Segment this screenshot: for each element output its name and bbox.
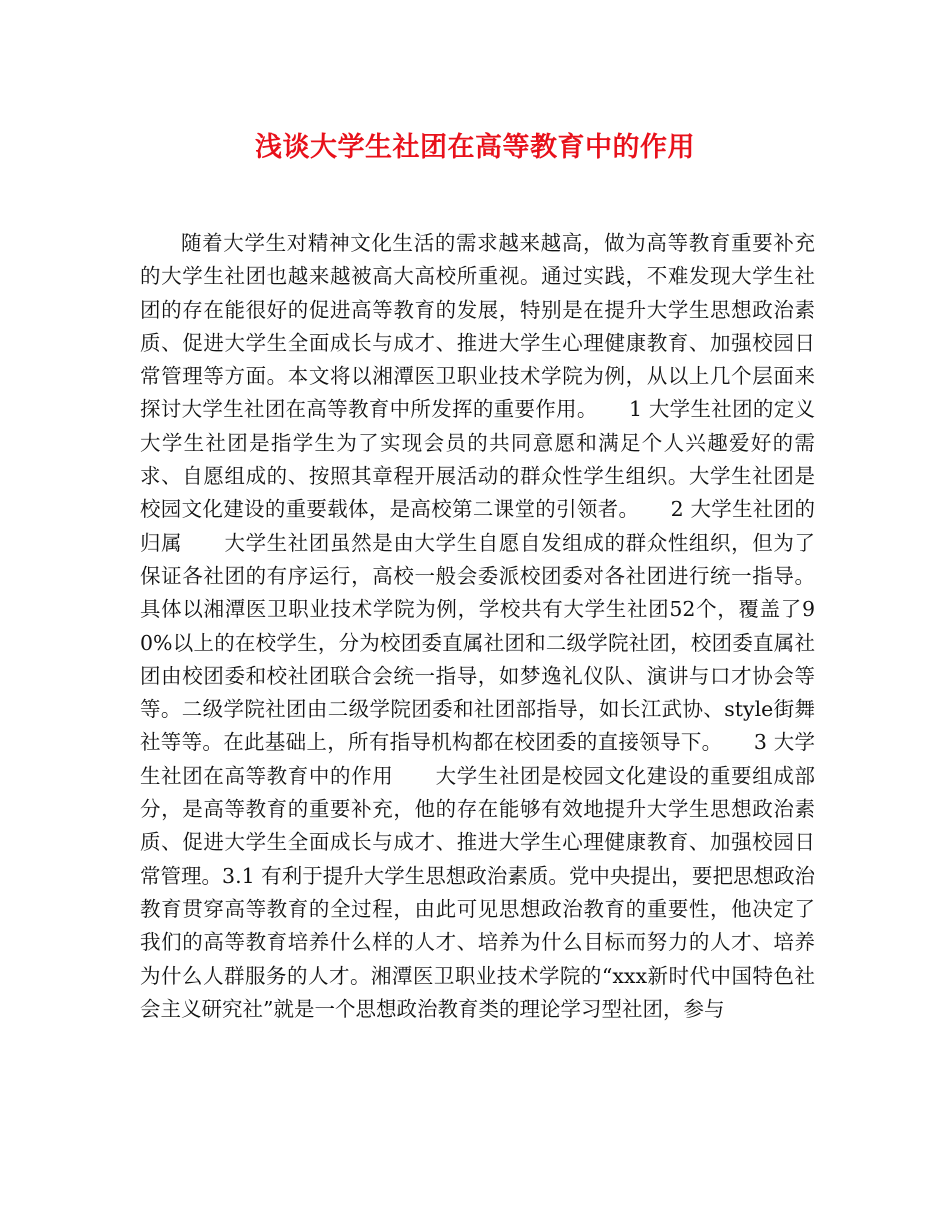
document-body-paragraph: 随着大学生对精神文化生活的需求越来越高，做为高等教育重要补充的大学生社团也越来越被高大高校所重视。通过实践，不难发现大学生社团的存在能很好的促进高等教育的发展，特别是在提升大学生思想政治素质、促进大学生全面成长与成才、推进大学生心理健康教育、加强校园日常管理等方面。本文将以湘潭医卫职业技术学院为例，从以上几个层面来探讨大学生社团在高等教育中所发挥的重要作用。 1 大学生社团的定义 大学生社团是指学生为了实现会员的共同意愿和满足个人兴趣爱好的需求、自愿组成的、按照其章程开展活动的群众性学生组织。大学生社团是校园文化建设的重要载体，是高校第二课堂的引领者。 2 大学生社团的归属 大学生社团虽然是由大学生自愿自发组成的群众性组织，但为了保证各社团的有序运行，高校一般会委派校团委对各社团进行统一指导。具体以湘潭医卫职业技术学院为例，学校共有大学生社团52个，覆盖了90%以上的在校学生，分为校团委直属社团和二级学院社团，校团委直属社团由校团委和校社团联合会统一指导，如梦逸礼仪队、演讲与口才协会等等。二级学院社团由二级学院团委和社团部指导，如长江武协、style街舞社等等。在此基础上，所有指导机构都在校团委的直接领导下。 3 大学生社团在高等教育中的作用 大学生社团是校园文化建设的重要组成部分，是高等教育的重要补充，他的存在能够有效地提升大学生思想政治素质、促进大学生全面成长与成才、推进大学生心理健康教育、加强校园日常管理。3.1 有利于提升大学生思想政治素质。党中央提出，要把思想政治教育贯穿高等教育的全过程，由此可见思想政治教育的重要性，他决定了我们的高等教育培养什么样的人才、培养为什么目标而努力的人才、培养为什么人群服务的人才。湘潭医卫职业技术学院的“xxx新时代中国特色社会主义研究社”就是一个思想政治教育类的理论学习型社团，参与: [140, 231, 856, 1021]
document-title: 浅谈大学生社团在高等教育中的作用: [255, 132, 695, 163]
